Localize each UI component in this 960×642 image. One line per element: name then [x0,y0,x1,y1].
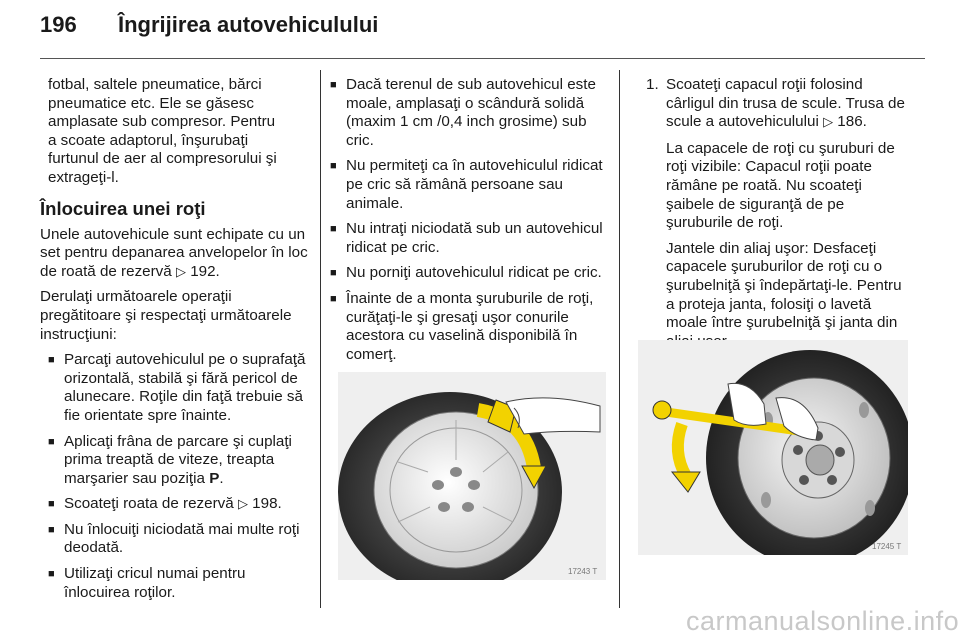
list-item: ■ Dacă terenul de sub autovehicul este moale, amplasaţi o scândură solidă (maxim 1 cm /0,4 inch grosime) sub cric. [330,76,596,149]
page-reference-icon: ▷ [237,496,248,512]
step-note-alloy-wheels: Jantele din aliaj uşor: Desfaceţi capacele şuruburilor de roţi cu o şurubelniţă şi îndepărtaţi-le. Pentru a proteja janta, folosiţi o lavetă moale între şurubelniţă şi janta din [666,239,902,332]
step-number: 1. [646,76,659,93]
figure-code: 17245 T [872,542,902,551]
bullet-square-icon: ■ [48,523,55,536]
page-reference-link[interactable]: 198. [252,495,282,513]
page-title: Îngrijirea autovehiculului [118,12,379,37]
wheel-bolt-removal-illustration [638,340,908,555]
wheel-cover-removal-illustration [338,372,606,580]
bullet-square-icon: ■ [330,223,337,236]
list-item: ■ Parcaţi autovehiculul pe o suprafaţă orizontală, stabilă şi fără pericol de alunecare. Roţile din faţă trebuie să fie orientate spre înainte. [48,351,306,424]
intro-paragraph: fotbal, saltele pneumatice, bărci pneumatice etc. Ele se găsesc amplasate sub compresor. Pentru a scoate adaptorul, înşurubaţi furtunul de aer al compresorului şi extrageţi-l. [48,76,277,186]
bullet-square-icon: ■ [330,79,337,91]
section-heading: Înlocuirea unei roţi [40,197,206,219]
wheel-bolt-drawing [638,340,908,555]
watermark-text: carmanualsonline.info [686,606,960,636]
step-item: 1. Scoateţi capacul roţii folosind cârligul din trusa de scule. Trusa de scule a autovehiculului ▷ 186. [646,76,905,131]
list-item: ■ Utilizaţi cricul numai pentru înlocuirea roţilor. [48,565,246,601]
page-header [40,12,378,48]
bullet-square-icon: ■ [48,354,55,367]
list-item: ■ Înainte de a monta şuruburile de roţi, curăţaţi-le şi gresaţi uşor conurile acestora cu vaselină disponibilă în comerţ. [330,289,594,363]
header-divider [40,58,925,59]
list-item: ■ Nu înlocuiţi niciodată mai multe roţi deodată. [48,520,300,557]
list-item: ■ Aplicaţi frâna de parcare şi cuplaţi prima treaptă de viteze, treapta marşarier sau poziţia P. [48,432,292,487]
bullet-square-icon: ■ [48,435,55,448]
step-note-visible-bolts: La capacele de roţi cu şuruburi de roţi vizibile: Capacul roţii poate rămâne pe roată. Nu scoateţi şaibele de siguranţă de pe şuruburile de roţi. [666,139,895,232]
bullet-square-icon: ■ [330,267,337,280]
bullet-square-icon: ■ [48,498,55,511]
column-divider [619,70,620,608]
list-item: ■ Nu permiteţi ca în autovehiculul ridicat pe cric să rămână persoane sau animale. [330,157,603,212]
paragraph-spare-wheel-note: Unele autovehicule sunt echipate cu un set pentru depanarea anvelopelor în loc de roată de rezervă ▷ 192. [40,225,308,280]
page-number: 196 [40,12,77,37]
page-reference-link[interactable]: 186. [837,113,867,131]
list-item: ■ Scoateţi roata de rezervă ▷ 198. [48,495,282,513]
paragraph-preparation: Derulaţi următoarele operaţii pregătitoare şi respectaţi următoarele instrucţiuni: [40,288,292,343]
page-reference-icon: ▷ [175,263,186,279]
bullet-square-icon: ■ [330,160,337,173]
list-item: ■ Nu porniţi autovehiculul ridicat pe cric. [330,264,602,282]
column-left [40,76,310,609]
bullet-square-icon: ■ [48,568,55,581]
page-reference-icon: ▷ [823,114,834,130]
bullet-square-icon: ■ [330,292,337,305]
list-item: ■ Nu intraţi niciodată sub un autovehicul ridicat pe cric. [330,220,603,256]
column-middle [330,76,605,371]
page-reference-link[interactable]: 192. [190,262,220,280]
figure-code: 17243 T [568,567,598,576]
column-right [646,76,911,358]
wheel-cover-drawing [338,372,606,580]
column-divider [320,70,321,608]
